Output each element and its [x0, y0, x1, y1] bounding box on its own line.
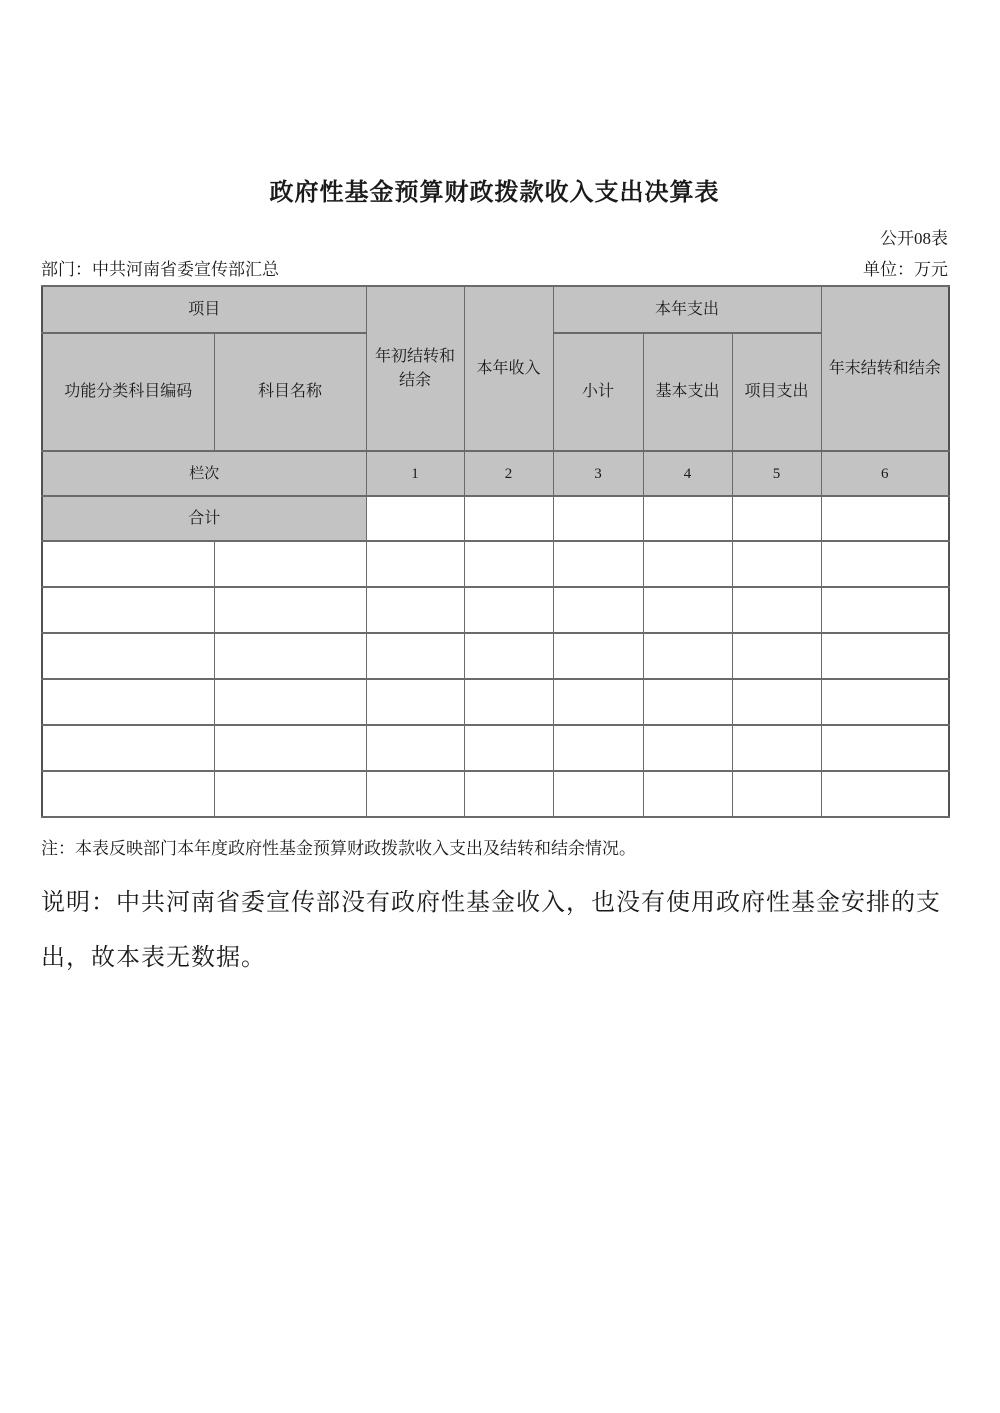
- column-index-6: 6: [821, 451, 949, 496]
- empty-cell: [643, 633, 732, 679]
- total-value-cell: [643, 496, 732, 541]
- empty-cell: [42, 679, 214, 725]
- empty-cell: [732, 541, 821, 587]
- total-value-cell: [366, 496, 464, 541]
- column-index-5: 5: [732, 451, 821, 496]
- empty-cell: [732, 725, 821, 771]
- department-label: 部门：中共河南省委宣传部汇总: [41, 260, 279, 279]
- header-current-income: 本年收入: [464, 286, 553, 451]
- empty-data-row: [42, 633, 949, 679]
- total-row: [42, 496, 949, 541]
- header-subject-name: 科目名称: [214, 333, 366, 451]
- empty-cell: [732, 679, 821, 725]
- empty-data-row: [42, 679, 949, 725]
- column-index-4: 4: [643, 451, 732, 496]
- empty-data-row: [42, 725, 949, 771]
- empty-cell: [643, 679, 732, 725]
- total-value-cell: [821, 496, 949, 541]
- column-index-2: 2: [464, 451, 553, 496]
- empty-cell: [553, 679, 643, 725]
- meta-row: [41, 259, 948, 285]
- empty-cell: [643, 725, 732, 771]
- empty-cell: [366, 725, 464, 771]
- header-function-code: 功能分类科目编码: [42, 333, 214, 451]
- empty-data-row: [42, 771, 949, 817]
- empty-cell: [643, 541, 732, 587]
- empty-cell: [366, 541, 464, 587]
- empty-cell: [42, 633, 214, 679]
- empty-cell: [553, 541, 643, 587]
- empty-data-row: [42, 541, 949, 587]
- empty-cell: [464, 771, 553, 817]
- empty-cell: [464, 633, 553, 679]
- header-basic-expense: 基本支出: [643, 333, 732, 451]
- page-title: 政府性基金预算财政拨款收入支出决算表: [269, 180, 720, 206]
- empty-cell: [464, 679, 553, 725]
- total-value-cell: [732, 496, 821, 541]
- column-index-1: 1: [366, 451, 464, 496]
- header-project: 项目: [42, 286, 366, 333]
- column-index-3: 3: [553, 451, 643, 496]
- header-end-balance: 年末结转和结余: [821, 286, 949, 451]
- empty-cell: [464, 587, 553, 633]
- statement-line-2: 出，故本表无数据。: [41, 945, 266, 971]
- empty-cell: [214, 541, 366, 587]
- empty-cell: [643, 587, 732, 633]
- empty-cell: [214, 587, 366, 633]
- statement-paragraph: [41, 876, 948, 986]
- empty-cell: [214, 633, 366, 679]
- empty-cell: [821, 633, 949, 679]
- empty-cell: [42, 771, 214, 817]
- empty-cell: [643, 771, 732, 817]
- unit-label: 单位：万元: [863, 260, 948, 279]
- empty-cell: [214, 771, 366, 817]
- empty-cell: [821, 587, 949, 633]
- empty-cell: [553, 587, 643, 633]
- empty-cell: [464, 725, 553, 771]
- column-index-label: 栏次: [42, 451, 366, 496]
- header-row-1: [42, 286, 949, 333]
- total-value-cell: [553, 496, 643, 541]
- empty-cell: [214, 725, 366, 771]
- empty-cell: [42, 725, 214, 771]
- empty-cell: [821, 541, 949, 587]
- empty-cell: [821, 771, 949, 817]
- empty-cell: [553, 633, 643, 679]
- empty-cell: [464, 541, 553, 587]
- header-subtotal: 小计: [553, 333, 643, 451]
- empty-cell: [732, 771, 821, 817]
- empty-cell: [553, 771, 643, 817]
- table-note: 注：本表反映部门本年度政府性基金预算财政拨款收入支出及结转和结余情况。: [41, 839, 636, 858]
- header-current-expense: 本年支出: [553, 286, 821, 333]
- empty-cell: [366, 587, 464, 633]
- header-begin-balance: 年初结转和结余: [366, 286, 464, 451]
- empty-cell: [821, 679, 949, 725]
- empty-cell: [214, 679, 366, 725]
- budget-table: [41, 285, 950, 818]
- empty-cell: [553, 725, 643, 771]
- empty-cell: [42, 587, 214, 633]
- form-code-label: 公开08表: [880, 229, 948, 248]
- empty-cell: [42, 541, 214, 587]
- empty-data-row: [42, 587, 949, 633]
- empty-cell: [366, 633, 464, 679]
- empty-cell: [732, 587, 821, 633]
- statement-line-1: 说明：中共河南省委宣传部没有政府性基金收入，也没有使用政府性基金安排的支: [41, 890, 941, 916]
- empty-cell: [732, 633, 821, 679]
- column-index-row: [42, 451, 949, 496]
- header-project-expense: 项目支出: [732, 333, 821, 451]
- total-label: 合计: [42, 496, 366, 541]
- total-value-cell: [464, 496, 553, 541]
- empty-cell: [821, 725, 949, 771]
- empty-cell: [366, 679, 464, 725]
- empty-cell: [366, 771, 464, 817]
